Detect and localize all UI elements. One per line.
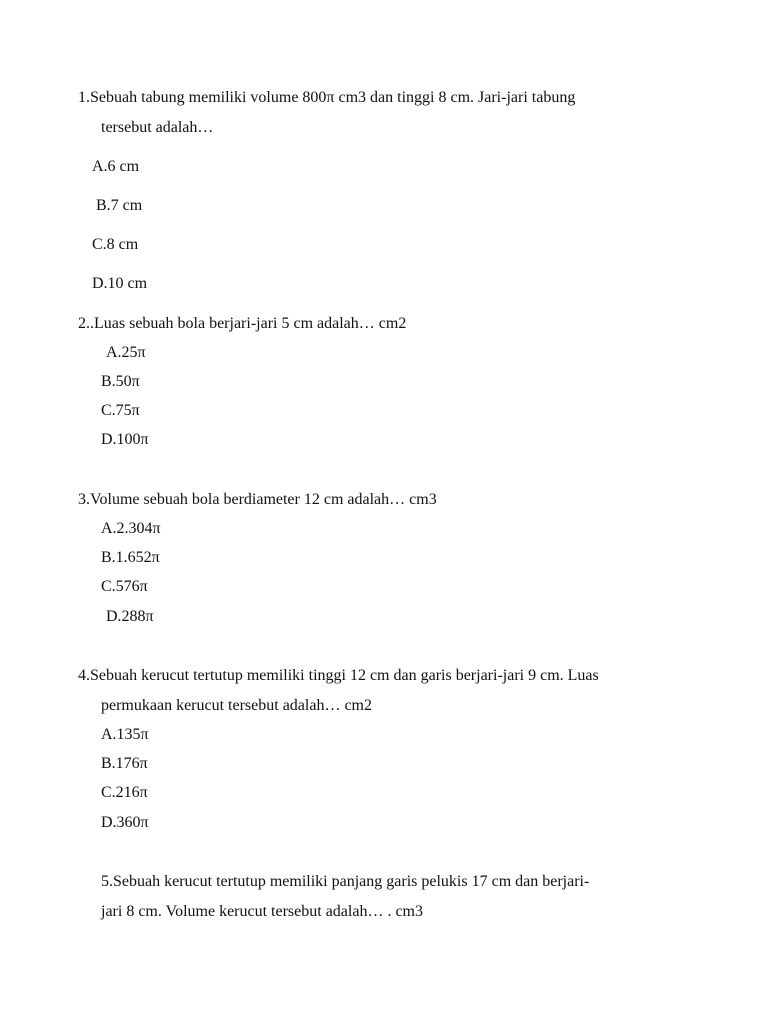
question-2-option-b: B.50π [101,373,140,390]
question-1-text-line-2: tersebut adalah… [101,119,214,136]
question-2-option-d: D.100π [101,431,149,448]
question-5-text-line-2: jari 8 cm. Volume kerucut tersebut adalah… . cm3 [101,903,423,920]
question-1-option-c: C.8 cm [92,236,139,253]
question-4-option-c: C.216π [101,784,148,801]
question-3-text-line-1: 3.Volume sebuah bola berdiameter 12 cm adalah… cm3 [78,491,437,508]
question-1-text-line-1: 1.Sebuah tabung memiliki volume 800π cm3 dan tinggi 8 cm. Jari-jari tabung [78,89,576,106]
question-1-option-b: B.7 cm [96,197,143,214]
question-2-option-a: A.25π [106,344,146,361]
question-3-option-d: D.288π [106,608,154,625]
question-4-option-b: B.176π [101,755,148,772]
question-2-text-line-1: 2..Luas sebuah bola berjari-jari 5 cm adalah… cm2 [78,315,407,332]
question-3-option-b: B.1.652π [101,549,160,566]
question-2-option-c: C.75π [101,402,140,419]
question-1-option-d: D.10 cm [92,275,148,292]
question-4-text-line-1: 4.Sebuah kerucut tertutup memiliki tinggi 12 cm dan garis berjari-jari 9 cm. Luas [78,667,599,684]
question-3-option-c: C.576π [101,578,148,595]
question-4-text-line-2: permukaan kerucut tersebut adalah… cm2 [101,697,372,714]
question-5-text-line-1: 5.Sebuah kerucut tertutup memiliki panjang garis pelukis 17 cm dan berjari- [101,873,590,890]
question-4-option-a: A.135π [101,726,149,743]
question-1-option-a: A.6 cm [92,158,140,175]
question-3-option-a: A.2.304π [101,520,161,537]
question-4-option-d: D.360π [101,814,149,831]
